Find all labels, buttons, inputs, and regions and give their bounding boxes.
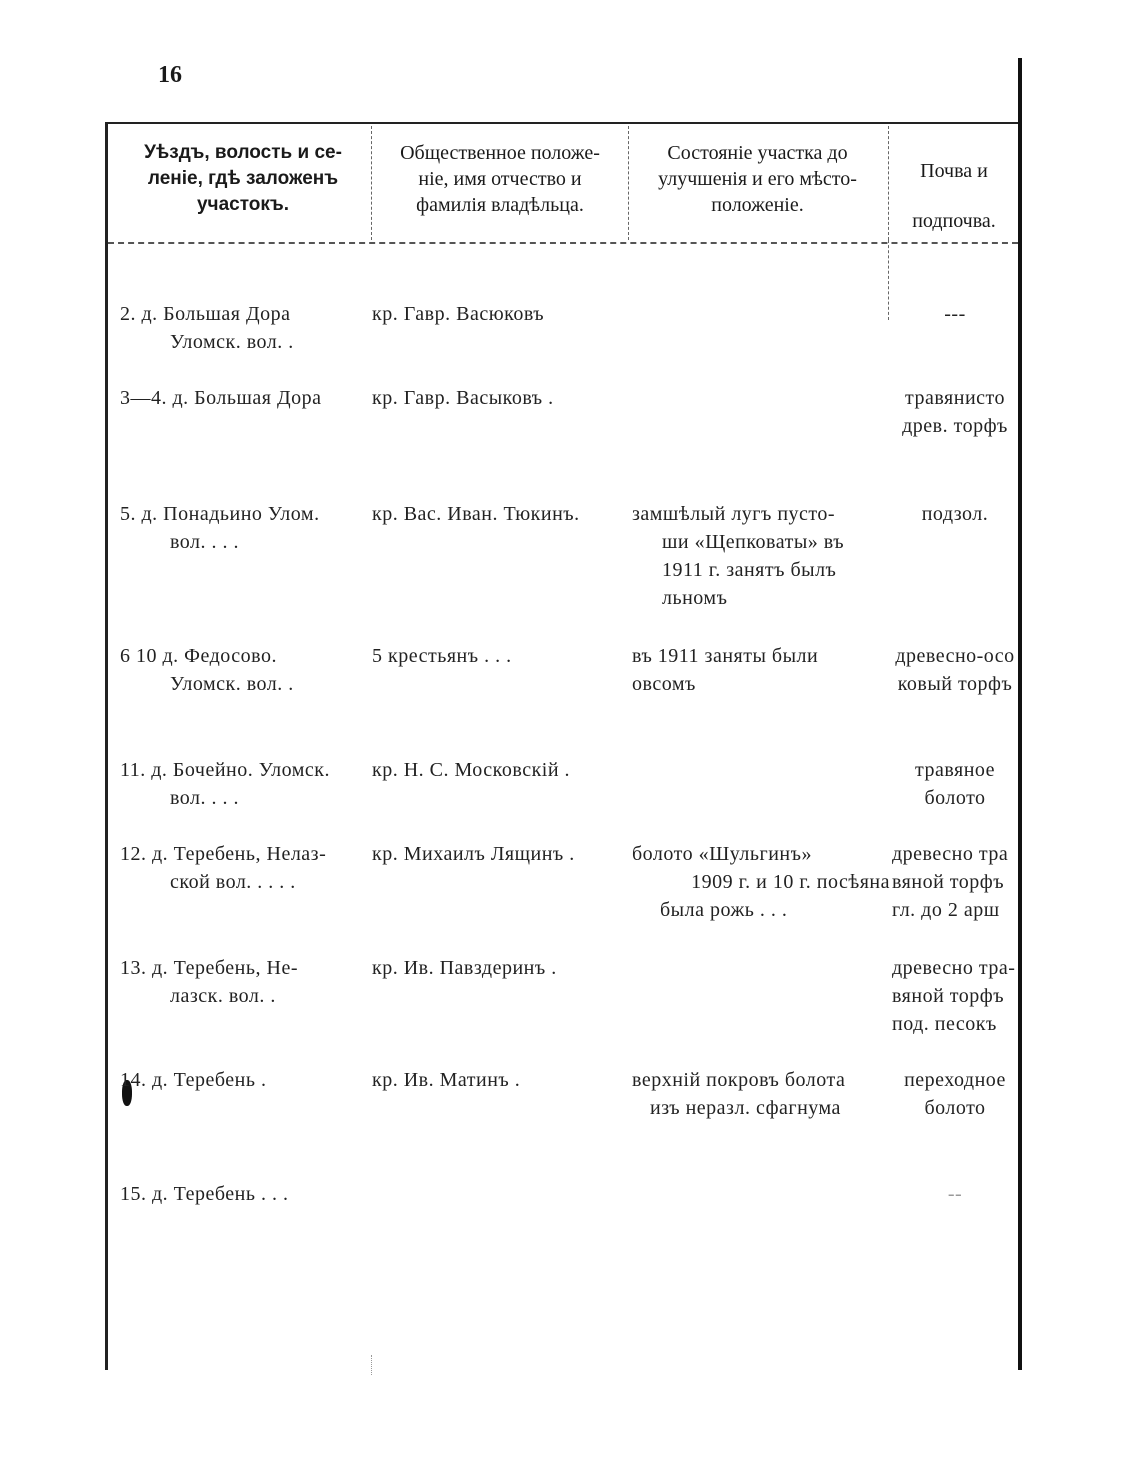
header-condition [630,140,885,218]
cell-owner [372,756,630,784]
cell-line: 5 крестьянъ . . . [372,645,512,667]
header-line: ніе, имя отчество и [418,168,582,190]
cell-owner [372,1066,630,1094]
cell-soil [892,840,1018,924]
cell-line: кр. Михаилъ Лящинъ . [372,843,575,865]
cell-line: была рожь . . . [660,899,788,921]
cell-soil [892,756,1018,812]
cell-line: кр. Вас. Иван. Тюкинъ. [372,503,580,525]
cell-line: 6 10 д. Федосово. [120,645,277,667]
cell-line: 1911 г. занятъ былъ [662,559,837,581]
cell-line: вяной торфъ [892,871,1005,893]
cell-line: ши «Щепковаты» въ [662,531,845,553]
header-line: улучшенія и его мѣсто- [658,168,857,190]
header-line: Почва и [920,160,988,182]
header-line: Уѣздъ, волость и се- [144,142,342,163]
cell-line: кр. Н. С. Московскій . [372,759,571,781]
cell-place [120,756,372,812]
cell-condition [632,642,890,698]
cell-line: кр. Гавр. Васыковъ . [372,387,554,409]
cell-soil [892,1180,1018,1208]
header-owner [375,140,625,218]
column-divider [628,126,629,240]
cell-line: --- [944,303,966,325]
cell-line: 1909 г. и 10 г. посѣяна [691,871,890,893]
cell-owner [372,840,630,868]
cell-line: лазск. вол. . [170,985,276,1007]
header-district [118,140,368,218]
table-right-rule [1018,58,1022,1370]
cell-line: Уломск. вол. . [170,331,294,353]
cell-condition [632,1066,890,1122]
cell-line: 3—4. д. Большая Дора [120,387,322,409]
cell-condition [632,500,890,612]
cell-line: Уломск. вол. . [170,673,294,695]
cell-line: вяной торфъ [892,985,1005,1007]
cell-line: овсомъ [632,673,696,695]
cell-line: гл. до 2 арш [892,899,1000,921]
cell-line: кр. Гавр. Васюковъ [372,303,545,325]
page-number: 16 [158,62,182,88]
header-line: фамилія владѣльца. [416,194,584,216]
column-divider [888,240,889,320]
cell-line: -- [947,1183,963,1205]
cell-line: замшѣлый лугъ пусто- [632,503,836,525]
cell-condition [632,840,890,924]
cell-line: изъ неразл. сфагнума [650,1097,841,1119]
column-divider [888,126,889,240]
column-divider [371,1355,372,1375]
cell-place [120,500,372,556]
header-line: положеніе. [711,194,804,216]
cell-place [120,300,372,356]
cell-line: льномъ [662,587,728,609]
cell-soil [892,384,1018,440]
cell-line: древесно тра [892,843,1009,865]
cell-line: болото [924,787,986,809]
cell-line: 2. д. Большая Дора [120,303,291,325]
cell-line: 12. д. Теребень, Нелаз- [120,843,327,865]
cell-line: 13. д. Теребень, Не- [120,957,298,979]
cell-line: вол. . . . [170,531,240,553]
cell-line: въ 1911 заняты были [632,645,819,667]
cell-soil [892,954,1018,1038]
cell-line: болото «Шульгинъ» [632,843,812,865]
header-line: Общественное положе- [400,142,600,164]
cell-soil [892,300,1018,328]
header-line: участокъ. [196,194,290,215]
header-line: Состояніе участка до [667,142,848,164]
cell-owner [372,642,630,670]
cell-owner [372,384,630,412]
cell-line: древесно-осо [895,645,1015,667]
cell-soil [892,1066,1018,1122]
cell-line: 11. д. Бочейно. Уломск. [120,759,330,781]
cell-owner [372,500,630,528]
cell-place [120,384,372,412]
cell-place [120,954,372,1010]
table-left-rule [105,122,108,1370]
header-bottom-rule [108,242,1018,244]
cell-place [120,840,372,896]
cell-line: под. песокъ [892,1013,997,1035]
cell-line: переходное [904,1069,1006,1091]
cell-line: кр. Ив. Павздеринъ . [372,957,557,979]
cell-line: 5. д. Понадьино Улом. [120,503,320,525]
cell-line: ковый торфъ [897,673,1013,695]
header-line: леніе, гдѣ заложенъ [147,168,339,189]
cell-line: травяное [914,759,996,781]
cell-line: 14. д. Теребень . [120,1069,267,1091]
cell-soil [892,500,1018,528]
table-top-rule [105,122,1019,124]
cell-owner [372,300,630,328]
cell-soil [892,642,1018,698]
cell-place [120,1066,372,1094]
cell-line: вол. . . . [170,787,240,809]
cell-line: 15. д. Теребень . . . [120,1183,289,1205]
cell-line: подзол. [921,503,989,525]
cell-line: болото [924,1097,986,1119]
header-soil [893,146,1015,246]
column-divider [371,126,372,240]
cell-line: ской вол. . . . . [170,871,296,893]
cell-place [120,1180,372,1208]
cell-line: травянисто [905,387,1005,409]
cell-line: древ. торфъ [902,415,1008,437]
cell-place [120,642,372,698]
cell-line: древесно тра- [892,957,1016,979]
cell-owner [372,954,630,982]
cell-line: кр. Ив. Матинъ . [372,1069,521,1091]
cell-line: верхній покровъ болота [632,1069,846,1091]
header-line: подпочва. [912,210,996,232]
